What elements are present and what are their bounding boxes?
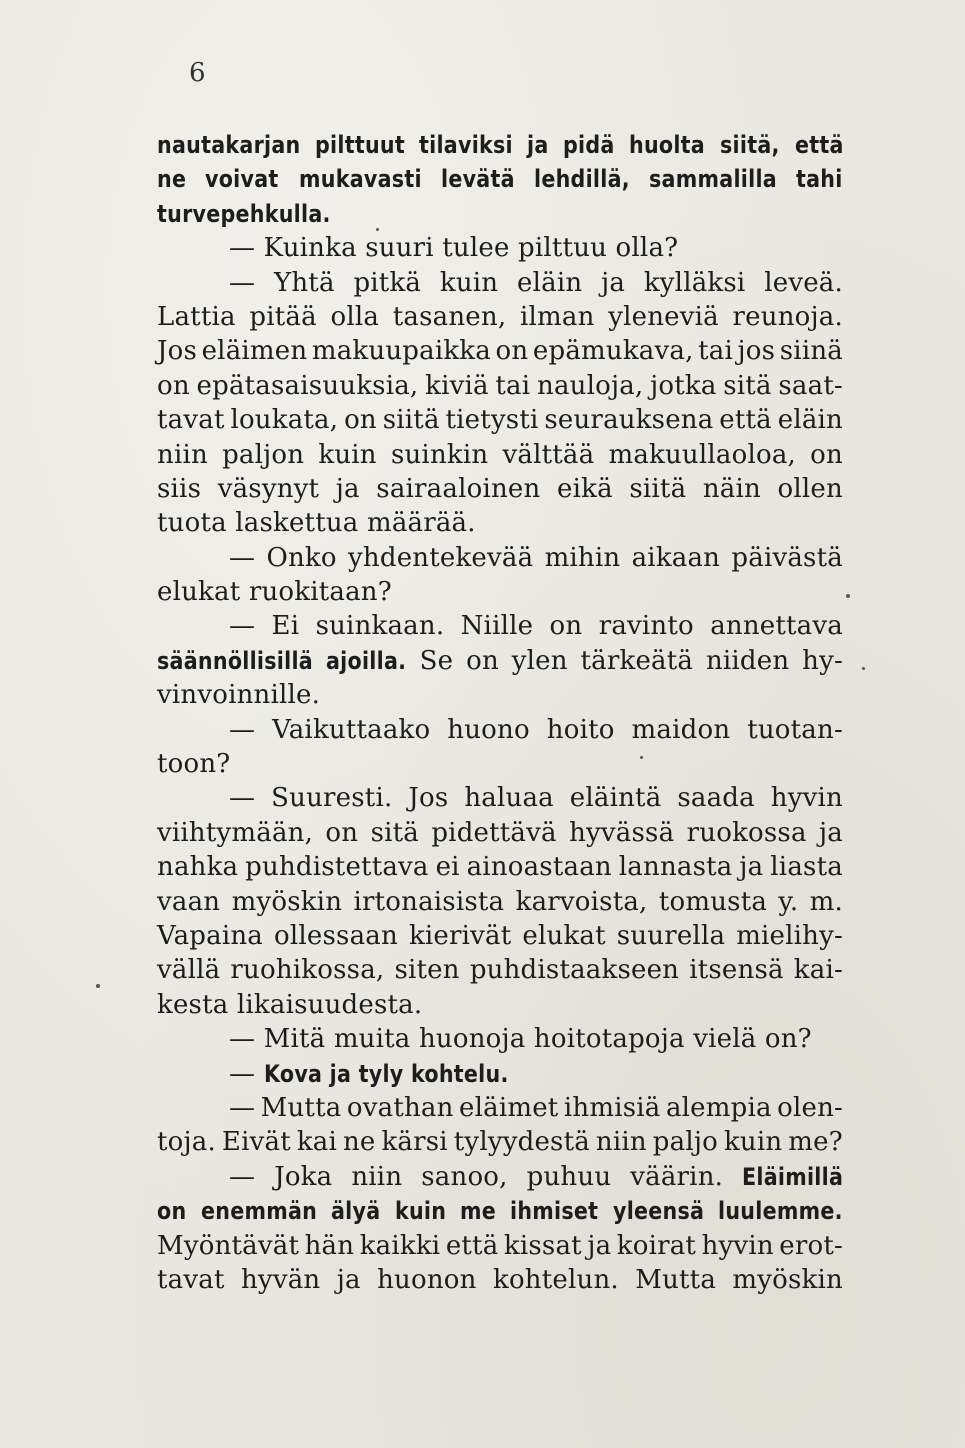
word: että	[445, 1230, 499, 1261]
print-speck	[96, 984, 100, 988]
word: Lattia	[157, 301, 236, 332]
word: haluaa	[464, 783, 554, 814]
word: välttää	[502, 439, 595, 470]
word: Eivät	[221, 1127, 291, 1158]
word: tavat	[157, 405, 225, 436]
word: ruokossa	[686, 817, 807, 848]
word: Suuresti.	[271, 783, 393, 814]
word: kissat	[503, 1230, 582, 1261]
word: ei	[435, 852, 460, 883]
word: Niille	[460, 611, 534, 642]
word: puhdistettava	[245, 852, 429, 883]
word: hy-	[802, 645, 843, 676]
word: eläin	[517, 267, 583, 298]
word: tilaviksi	[418, 131, 513, 159]
word: eläin	[777, 405, 843, 436]
word: Ei	[271, 611, 300, 642]
word: ollessaan	[274, 920, 398, 951]
word: Mutta	[635, 1264, 717, 1295]
word: hän	[304, 1230, 355, 1261]
word: säännöllisillä	[157, 646, 313, 675]
word: on	[466, 645, 499, 676]
word: niin	[157, 439, 208, 470]
word: Vapaina	[157, 920, 263, 951]
word: ja	[601, 267, 626, 298]
word: voivat	[205, 165, 279, 194]
word: kuin	[723, 1127, 783, 1158]
word: kärsi	[381, 1127, 448, 1158]
text-line	[157, 1194, 843, 1228]
word: pitkä	[353, 267, 422, 298]
word: Jos	[408, 783, 449, 814]
word: me	[460, 1197, 497, 1226]
word: kuin	[439, 267, 499, 298]
word: Onko	[266, 542, 337, 573]
text-segment: vinvoinnille.	[157, 680, 321, 711]
text-line	[157, 885, 843, 919]
word: —	[229, 1092, 256, 1123]
word: pilttuut	[314, 131, 405, 159]
text-line	[157, 334, 843, 368]
word: eläintä	[569, 783, 662, 814]
word: suurella	[616, 920, 726, 951]
word: saat-	[778, 370, 843, 401]
word: liasta	[770, 852, 843, 883]
word: siis	[157, 473, 202, 504]
word: eläimen	[201, 336, 308, 367]
word: kierivät	[408, 920, 512, 951]
text-line	[157, 403, 843, 437]
text-line	[157, 231, 843, 265]
text-line	[157, 369, 843, 403]
word: päivästä	[731, 542, 843, 573]
word: makuupaikka	[311, 336, 491, 367]
word: vällä	[157, 955, 221, 986]
word: toja.	[157, 1127, 216, 1158]
text-segment: — Mitä muita huonoja hoitotapoja vielä on?	[229, 1024, 812, 1055]
word: ihmisiä	[563, 1092, 661, 1123]
page-number: 6	[189, 58, 206, 88]
text-line	[157, 575, 843, 609]
word: siitä	[382, 405, 440, 436]
word: että	[719, 405, 772, 436]
text-line	[157, 197, 843, 231]
text-line	[157, 1057, 843, 1091]
word: sitä	[723, 370, 772, 401]
word: myöskin	[231, 886, 343, 917]
word: olen-	[777, 1092, 843, 1123]
word: Jos	[157, 336, 198, 367]
word: ihmiset	[510, 1197, 599, 1226]
word: siitä	[629, 473, 687, 504]
bold-text: turvepehkulla.	[157, 199, 331, 228]
word: on	[344, 405, 377, 436]
text-line	[157, 816, 843, 850]
word: ne	[157, 165, 187, 194]
word: kiviä	[425, 370, 489, 401]
word: hoito	[546, 714, 615, 745]
text-line	[157, 988, 843, 1022]
word: sammalilla	[649, 165, 778, 194]
word: me?	[788, 1127, 843, 1158]
text-segment: toon?	[157, 749, 231, 780]
word: huolta	[629, 131, 706, 159]
word: tai	[495, 370, 531, 401]
word: näin	[702, 473, 761, 504]
word: niin	[595, 1127, 647, 1158]
word: elukat	[522, 920, 606, 951]
word: tomusta	[658, 886, 768, 917]
print-speck	[376, 228, 379, 231]
text-segment: elukat ruokitaan?	[157, 577, 392, 608]
text-line	[157, 953, 843, 987]
word: luulemme.	[718, 1197, 843, 1226]
word: erot-	[779, 1230, 843, 1261]
word: väsynyt	[217, 473, 320, 504]
print-speck	[862, 667, 865, 670]
bold-text: Kova ja tyly kohtelu.	[263, 1059, 509, 1088]
text-segment: tuota laskettua määrää.	[157, 508, 476, 539]
word: ovathan	[346, 1092, 454, 1123]
text-line	[157, 541, 843, 575]
word: olla	[330, 301, 380, 332]
text-line	[157, 747, 843, 781]
word: seurauksena	[544, 405, 714, 436]
text-line	[157, 1091, 843, 1125]
word: on	[810, 439, 843, 470]
word: irtonaisista	[353, 886, 505, 917]
word: on	[325, 817, 359, 848]
word: Joka	[274, 1161, 333, 1192]
print-speck	[640, 756, 643, 759]
text-line	[157, 1229, 843, 1263]
word: —	[229, 714, 256, 745]
word: Se	[419, 645, 454, 676]
text-line	[157, 1263, 843, 1297]
word: huono	[447, 714, 530, 745]
word: jos	[737, 336, 776, 367]
word: ajoilla.	[326, 646, 407, 675]
word: tietysti	[445, 405, 539, 436]
word: ja	[819, 817, 843, 848]
word: ruohikossa,	[230, 955, 385, 986]
word: loukata,	[230, 405, 339, 436]
word: puhuu	[526, 1161, 612, 1192]
word: tasanen,	[392, 301, 507, 332]
word: nautakarjan	[157, 131, 301, 159]
word: vaan	[157, 886, 221, 917]
word: annettava	[710, 611, 843, 642]
word: tylyydestä	[453, 1127, 590, 1158]
word: ja	[739, 852, 764, 883]
word: —	[229, 542, 256, 573]
word: itsensä	[689, 955, 784, 986]
word: eläimet	[459, 1092, 559, 1123]
word: viihtymään,	[157, 817, 314, 848]
word: jotka	[650, 370, 717, 401]
word: on	[157, 1197, 187, 1226]
word: makuullaoloa,	[608, 439, 796, 470]
text-line	[157, 438, 843, 472]
word: epämukava,	[532, 336, 694, 367]
word: yleensä	[612, 1197, 704, 1226]
word: siitä,	[720, 131, 780, 159]
word: huonon	[377, 1264, 477, 1295]
word: niin	[351, 1161, 403, 1192]
word: hyvin	[770, 783, 843, 814]
word: pitää	[249, 301, 317, 332]
text-line	[157, 266, 843, 300]
word: ravinto	[598, 611, 694, 642]
word: kylläksi	[643, 267, 746, 298]
text-line	[157, 644, 843, 678]
word: kuin	[395, 1197, 447, 1226]
text-line	[157, 300, 843, 334]
word: hyvässä	[569, 817, 675, 848]
word: aikaan	[631, 542, 721, 573]
word: mukavasti	[298, 165, 422, 194]
word: hyvän	[240, 1264, 321, 1295]
word: m.	[809, 886, 843, 917]
word: y.	[778, 886, 799, 917]
word: paljo	[652, 1127, 718, 1158]
word: suinkaan.	[315, 611, 445, 642]
word: Yhtä	[273, 267, 335, 298]
word: on	[157, 370, 190, 401]
text-line	[157, 162, 843, 196]
word: nahka	[157, 852, 239, 883]
word: tärkeätä	[580, 645, 694, 676]
word: myöskin	[732, 1264, 843, 1295]
word: eikä	[557, 473, 613, 504]
word: leveä.	[764, 267, 843, 298]
word: —	[229, 783, 256, 814]
word: ainoastaan	[466, 852, 612, 883]
text-line	[157, 678, 843, 712]
word: nauloja,	[537, 370, 644, 401]
word: —	[229, 267, 256, 298]
word: niiden	[705, 645, 790, 676]
word: mihin	[544, 542, 621, 573]
text-line	[157, 713, 843, 747]
word: sairaaloinen	[376, 473, 541, 504]
word: —	[229, 1161, 256, 1192]
word: pidä	[563, 131, 615, 159]
word: ja	[587, 1230, 612, 1261]
word: ja	[336, 1264, 361, 1295]
text-line	[157, 1125, 843, 1159]
word: sitä	[370, 817, 419, 848]
word: väärin.	[630, 1161, 724, 1192]
word: on	[495, 336, 529, 367]
word: kuin	[318, 439, 377, 470]
text-line	[157, 472, 843, 506]
word: levätä	[440, 165, 515, 194]
text-segment: —	[229, 1058, 264, 1089]
word: paljon	[222, 439, 305, 470]
word: siinä	[779, 336, 843, 367]
text-line	[157, 919, 843, 953]
body-text	[157, 128, 843, 1297]
word: epätasaisuuksia,	[196, 370, 419, 401]
word: ollen	[777, 473, 843, 504]
text-line	[157, 781, 843, 815]
word: suinkin	[390, 439, 489, 470]
word: karvoista,	[515, 886, 648, 917]
word: puhdistaakseen	[469, 955, 680, 986]
word: Eläimillä	[742, 1162, 844, 1191]
text-line	[157, 1022, 843, 1056]
text-line	[157, 850, 843, 884]
word: alempia	[665, 1092, 772, 1123]
word: Vaikuttaako	[272, 714, 431, 745]
word: lannasta	[618, 852, 733, 883]
word: —	[229, 611, 256, 642]
word: enemmän	[200, 1197, 317, 1226]
word: siten	[394, 955, 460, 986]
word: sanoo,	[421, 1161, 508, 1192]
word: yhdentekevää	[348, 542, 534, 573]
text-segment: — Kuinka suuri tulee pilttuu olla?	[229, 233, 679, 264]
word: kohtelun.	[493, 1264, 619, 1295]
word: tuotan-	[747, 714, 843, 745]
word: mielihy-	[736, 920, 843, 951]
word: kai	[296, 1127, 337, 1158]
word: tahi	[796, 165, 843, 194]
word: koirat	[616, 1230, 697, 1261]
word: on	[549, 611, 583, 642]
text-line	[157, 506, 843, 540]
word: että	[794, 131, 844, 159]
word: ja	[335, 473, 360, 504]
text-line	[157, 1160, 843, 1194]
word: tavat	[157, 1264, 225, 1295]
word: ja	[527, 131, 549, 159]
word: hyvin	[701, 1230, 774, 1261]
word: lehdillä,	[533, 165, 630, 194]
word: pidettävä	[431, 817, 557, 848]
word: Mutta	[260, 1092, 342, 1123]
word: kai-	[793, 955, 843, 986]
text-segment: kesta likaisuudesta.	[157, 989, 423, 1020]
word: reunoja.	[732, 301, 843, 332]
word: kaikki	[359, 1230, 441, 1261]
text-line	[157, 609, 843, 643]
word: ne	[342, 1127, 376, 1158]
word: älyä	[331, 1197, 381, 1226]
word: ylen	[511, 645, 568, 676]
word: ilman	[520, 301, 595, 332]
word: tai	[698, 336, 733, 367]
word: saada	[677, 783, 755, 814]
text-line	[157, 128, 843, 162]
word: maidon	[631, 714, 731, 745]
word: yleneviä	[608, 301, 719, 332]
print-speck	[846, 594, 850, 598]
word: Myöntävät	[157, 1230, 300, 1261]
